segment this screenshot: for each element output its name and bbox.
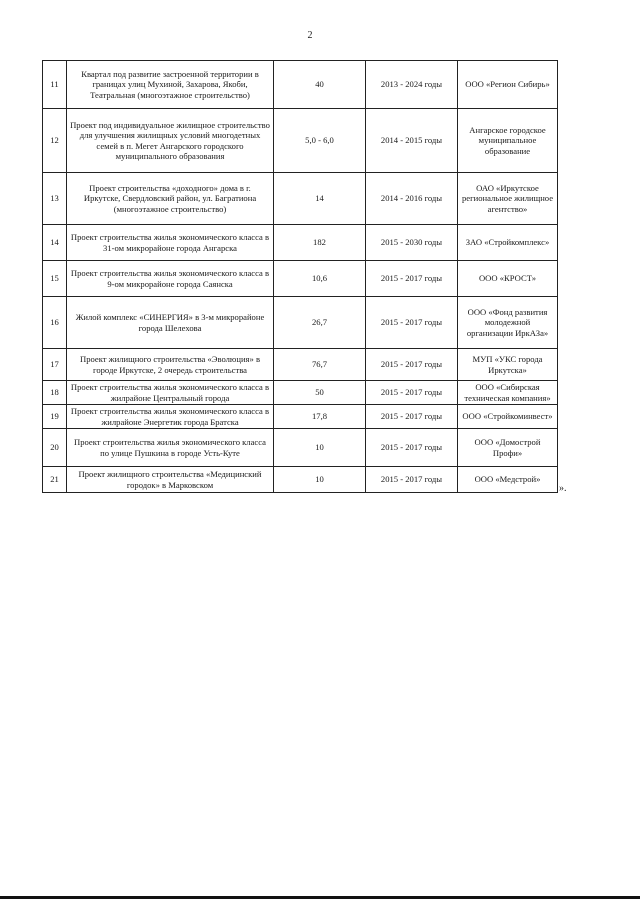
row-number: 13	[43, 173, 67, 225]
implementation-period: 2015 - 2017 годы	[366, 381, 458, 405]
table-row	[43, 349, 558, 381]
implementation-period: 2015 - 2017 годы	[366, 429, 458, 467]
row-number: 17	[43, 349, 67, 381]
implementation-period: 2014 - 2016 годы	[366, 173, 458, 225]
table-row	[43, 173, 558, 225]
table-row	[43, 381, 558, 405]
project-name: Проект строительства жилья экономического класса по улице Пушкина в городе Усть-Куте	[67, 429, 274, 467]
row-number: 16	[43, 297, 67, 349]
project-name: Проект строительства жилья экономического класса в жилрайоне Энергетик города Братска	[67, 405, 274, 429]
table-row	[43, 61, 558, 109]
housing-volume: 76,7	[274, 349, 366, 381]
page-number: 2	[307, 30, 313, 41]
table-row	[43, 429, 558, 467]
table-row	[43, 405, 558, 429]
developer: ООО «Медстрой»	[458, 467, 558, 493]
developer: ООО «КРОСТ»	[458, 261, 558, 297]
table-row	[43, 261, 558, 297]
row-number: 19	[43, 405, 67, 429]
implementation-period: 2015 - 2030 годы	[366, 225, 458, 261]
table-row	[43, 109, 558, 173]
project-name: Жилой комплекс «СИНЕРГИЯ» в 3-м микрорайоне города Шелехова	[67, 297, 274, 349]
developer: ОАО «Иркутское региональное жилищное агентство»	[458, 173, 558, 225]
row-number: 14	[43, 225, 67, 261]
project-name: Проект строительства жилья экономического класса в жилрайоне Центральный города	[67, 381, 274, 405]
row-number: 20	[43, 429, 67, 467]
bottom-rule	[0, 896, 640, 899]
project-name: Квартал под развитие застроенной территории в границах улиц Мухиной, Захарова, Якоби, Театральная (многоэтажное строительство)	[67, 61, 274, 109]
housing-volume: 17,8	[274, 405, 366, 429]
implementation-period: 2013 - 2024 годы	[366, 61, 458, 109]
housing-volume: 5,0 - 6,0	[274, 109, 366, 173]
projects-table	[42, 60, 558, 493]
row-number: 11	[43, 61, 67, 109]
implementation-period: 2015 - 2017 годы	[366, 261, 458, 297]
project-name: Проект строительства жилья экономического класса в 31-ом микрорайоне города Ангарска	[67, 225, 274, 261]
implementation-period: 2015 - 2017 годы	[366, 467, 458, 493]
developer: ЗАО «Стройкомплекс»	[458, 225, 558, 261]
implementation-period: 2015 - 2017 годы	[366, 405, 458, 429]
project-name: Проект строительства «доходного» дома в г. Иркутске, Свердловский район, ул. Багратиона (многоэтажное строительство)	[67, 173, 274, 225]
developer: ООО «Фонд развития молодежной организации ИркАЗа»	[458, 297, 558, 349]
table-row	[43, 467, 558, 493]
row-number: 12	[43, 109, 67, 173]
developer: Ангарское городское муниципальное образование	[458, 109, 558, 173]
housing-volume: 40	[274, 61, 366, 109]
project-name: Проект под индивидуальное жилищное строительство для улучшения жилищных условий многодетных семей в п. Мегет Ангарского городского муниципального образования	[67, 109, 274, 173]
developer: ООО «Стройкоминвест»	[458, 405, 558, 429]
row-number: 21	[43, 467, 67, 493]
table-row	[43, 297, 558, 349]
developer: ООО «Сибирская техническая компания»	[458, 381, 558, 405]
implementation-period: 2014 - 2015 годы	[366, 109, 458, 173]
housing-volume: 10	[274, 467, 366, 493]
housing-volume: 14	[274, 173, 366, 225]
project-name: Проект жилищного строительства «Медицинский городок» в Марковском	[67, 467, 274, 493]
row-number: 15	[43, 261, 67, 297]
housing-volume: 10	[274, 429, 366, 467]
implementation-period: 2015 - 2017 годы	[366, 349, 458, 381]
housing-volume: 26,7	[274, 297, 366, 349]
housing-volume: 50	[274, 381, 366, 405]
row-number: 18	[43, 381, 67, 405]
housing-volume: 182	[274, 225, 366, 261]
developer: МУП «УКС города Иркутска»	[458, 349, 558, 381]
project-name: Проект жилищного строительства «Эволюция» в городе Иркутске, 2 очередь строительства	[67, 349, 274, 381]
developer: ООО «Домострой Профи»	[458, 429, 558, 467]
closing-quote: ».	[559, 483, 567, 494]
table-row	[43, 225, 558, 261]
project-name: Проект строительства жилья экономического класса в 9-ом микрорайоне города Саянска	[67, 261, 274, 297]
developer: ООО «Регион Сибирь»	[458, 61, 558, 109]
housing-volume: 10,6	[274, 261, 366, 297]
implementation-period: 2015 - 2017 годы	[366, 297, 458, 349]
